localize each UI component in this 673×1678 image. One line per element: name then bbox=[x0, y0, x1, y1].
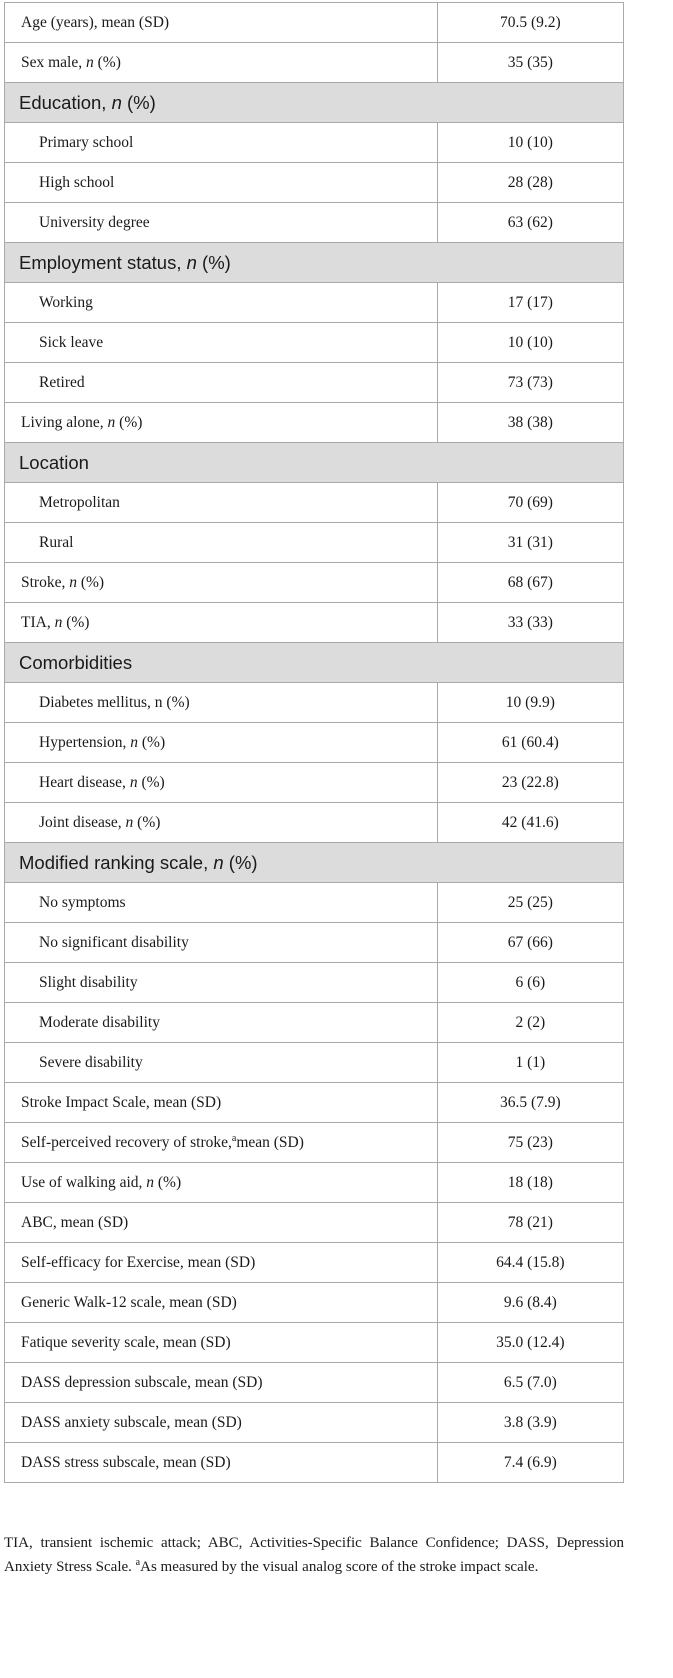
characteristics-table bbox=[4, 2, 624, 1483]
row-value: 10 (10) bbox=[437, 123, 623, 163]
section-header-row bbox=[5, 643, 624, 683]
row-value: 23 (22.8) bbox=[437, 763, 623, 803]
row-label: Diabetes mellitus, n (%) bbox=[5, 683, 438, 723]
section-header-label: Comorbidities bbox=[5, 643, 624, 683]
row-label: Stroke Impact Scale, mean (SD) bbox=[5, 1083, 438, 1123]
table-row bbox=[5, 1243, 624, 1283]
row-value: 68 (67) bbox=[437, 563, 623, 603]
row-label: No significant disability bbox=[5, 923, 438, 963]
row-label: Severe disability bbox=[5, 1043, 438, 1083]
section-header-label: Location bbox=[5, 443, 624, 483]
section-header-row bbox=[5, 243, 624, 283]
row-value: 35 (35) bbox=[437, 43, 623, 83]
row-value: 64.4 (15.8) bbox=[437, 1243, 623, 1283]
table-footnote: TIA, transient ischemic attack; ABC, Activities-Specific Balance Confidence; DASS, Depression Anxiety Stress Scale. $^a$As measured by the visual analog score of the stroke impact scale. bbox=[4, 1535, 624, 1575]
row-value: 67 (66) bbox=[437, 923, 623, 963]
table-row bbox=[5, 683, 624, 723]
row-value: 42 (41.6) bbox=[437, 803, 623, 843]
row-value: 25 (25) bbox=[437, 883, 623, 923]
section-header-label: Education, n (%) bbox=[5, 83, 624, 123]
row-value: 9.6 (8.4) bbox=[437, 1283, 623, 1323]
row-label: DASS depression subscale, mean (SD) bbox=[5, 1363, 438, 1403]
table-row bbox=[5, 963, 624, 1003]
table-body bbox=[5, 3, 624, 1483]
table-row bbox=[5, 1283, 624, 1323]
row-label: ABC, mean (SD) bbox=[5, 1203, 438, 1243]
row-label: Living alone, n (%) bbox=[5, 403, 438, 443]
table-row bbox=[5, 1443, 624, 1483]
row-label: Age (years), mean (SD) bbox=[5, 3, 438, 43]
table-row bbox=[5, 483, 624, 523]
row-label: Hypertension, n (%) bbox=[5, 723, 438, 763]
row-label: Joint disease, n (%) bbox=[5, 803, 438, 843]
row-value: 33 (33) bbox=[437, 603, 623, 643]
table-row bbox=[5, 883, 624, 923]
row-value: 63 (62) bbox=[437, 203, 623, 243]
row-value: 7.4 (6.9) bbox=[437, 1443, 623, 1483]
table-row bbox=[5, 723, 624, 763]
row-label: Generic Walk-12 scale, mean (SD) bbox=[5, 1283, 438, 1323]
table-row bbox=[5, 163, 624, 203]
row-value: 35.0 (12.4) bbox=[437, 1323, 623, 1363]
row-value: 38 (38) bbox=[437, 403, 623, 443]
row-label: Moderate disability bbox=[5, 1003, 438, 1043]
row-value: 10 (9.9) bbox=[437, 683, 623, 723]
table-row bbox=[5, 203, 624, 243]
table-row bbox=[5, 803, 624, 843]
row-label: Rural bbox=[5, 523, 438, 563]
row-label: Working bbox=[5, 283, 438, 323]
row-label: Heart disease, n (%) bbox=[5, 763, 438, 803]
row-value: 75 (23) bbox=[437, 1123, 623, 1163]
section-header-row bbox=[5, 83, 624, 123]
row-label: DASS anxiety subscale, mean (SD) bbox=[5, 1403, 438, 1443]
row-label: Fatique severity scale, mean (SD) bbox=[5, 1323, 438, 1363]
table-row bbox=[5, 563, 624, 603]
row-value: 1 (1) bbox=[437, 1043, 623, 1083]
table-row bbox=[5, 1043, 624, 1083]
row-label: Stroke, n (%) bbox=[5, 563, 438, 603]
row-value: 70 (69) bbox=[437, 483, 623, 523]
row-label: No symptoms bbox=[5, 883, 438, 923]
row-value: 31 (31) bbox=[437, 523, 623, 563]
row-value: 2 (2) bbox=[437, 1003, 623, 1043]
table-row bbox=[5, 123, 624, 163]
row-label: Use of walking aid, n (%) bbox=[5, 1163, 438, 1203]
table-row bbox=[5, 1363, 624, 1403]
row-value: 36.5 (7.9) bbox=[437, 1083, 623, 1123]
row-label: Sex male, n (%) bbox=[5, 43, 438, 83]
row-label: Metropolitan bbox=[5, 483, 438, 523]
table-row bbox=[5, 1163, 624, 1203]
section-header-label: Modified ranking scale, n (%) bbox=[5, 843, 624, 883]
row-label: High school bbox=[5, 163, 438, 203]
row-value: 70.5 (9.2) bbox=[437, 3, 623, 43]
table-row bbox=[5, 923, 624, 963]
row-value: 73 (73) bbox=[437, 363, 623, 403]
row-label: Retired bbox=[5, 363, 438, 403]
row-value: 10 (10) bbox=[437, 323, 623, 363]
table-row bbox=[5, 1323, 624, 1363]
section-header-label: Employment status, n (%) bbox=[5, 243, 624, 283]
row-label: Sick leave bbox=[5, 323, 438, 363]
table-row bbox=[5, 603, 624, 643]
table-row bbox=[5, 1083, 624, 1123]
row-value: 61 (60.4) bbox=[437, 723, 623, 763]
row-value: 28 (28) bbox=[437, 163, 623, 203]
table-row bbox=[5, 3, 624, 43]
row-label: University degree bbox=[5, 203, 438, 243]
table-row bbox=[5, 1003, 624, 1043]
row-value: 6.5 (7.0) bbox=[437, 1363, 623, 1403]
table-row bbox=[5, 403, 624, 443]
table-row bbox=[5, 523, 624, 563]
row-value: 6 (6) bbox=[437, 963, 623, 1003]
row-label: TIA, n (%) bbox=[5, 603, 438, 643]
section-header-row bbox=[5, 443, 624, 483]
row-label: Self-perceived recovery of stroke,$^a$mean (SD) bbox=[5, 1123, 438, 1163]
row-label: Primary school bbox=[5, 123, 438, 163]
row-value: 17 (17) bbox=[437, 283, 623, 323]
table-row bbox=[5, 43, 624, 83]
row-value: 18 (18) bbox=[437, 1163, 623, 1203]
table-row bbox=[5, 323, 624, 363]
row-label: DASS stress subscale, mean (SD) bbox=[5, 1443, 438, 1483]
row-value: 3.8 (3.9) bbox=[437, 1403, 623, 1443]
table-row bbox=[5, 283, 624, 323]
table-row bbox=[5, 1203, 624, 1243]
row-value: 78 (21) bbox=[437, 1203, 623, 1243]
section-header-row bbox=[5, 843, 624, 883]
table-row bbox=[5, 363, 624, 403]
row-label: Slight disability bbox=[5, 963, 438, 1003]
table-row bbox=[5, 1123, 624, 1163]
table-row bbox=[5, 763, 624, 803]
table-row bbox=[5, 1403, 624, 1443]
row-label: Self-efficacy for Exercise, mean (SD) bbox=[5, 1243, 438, 1283]
